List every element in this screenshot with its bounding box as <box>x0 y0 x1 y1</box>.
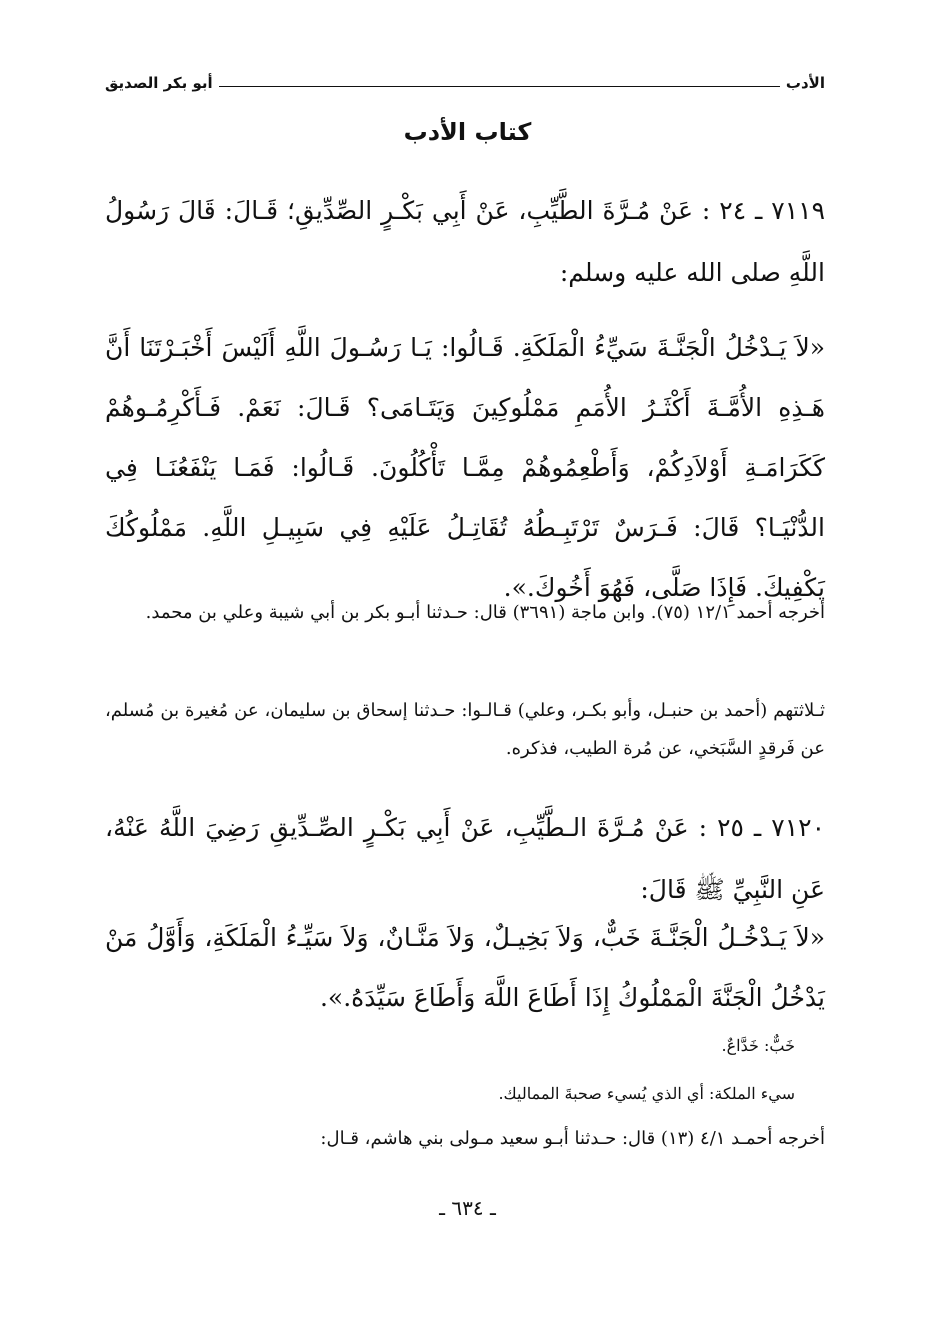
header-section: أبو بكر الصديق <box>105 74 213 92</box>
book-title: كتاب الأدب <box>403 118 532 146</box>
hadith-7119-isnad: ثـلاثتهم (أحمد بن حنبـل، وأبو بكـر، وعلي) قـالـوا: حـدثنا إسحاق بن سليمان، عن مُغيرة بن مُسلم، عن فَرقدٍ السَّبَخي، عن مُرة الطيب، فذكره. <box>105 700 825 759</box>
hadith-7119-heading: ٧١١٩ ـ ٢٤ : عَنْ مُـرَّةَ الطَّيِّبِ، عَنْ أَبِي بَكْـرٍ الصِّدِّيقِ؛ قَـالَ: قَالَ رَسُولُ اللَّهِ صلى الله عليه وسلم: <box>105 196 825 287</box>
hadith-7120-text: «لاَ يَـدْخُـلُ الْجَنَّـةَ خَبٌّ، وَلاَ بَخِيـلٌ، وَلاَ مَنَّـانٌ، وَلاَ سَيِّـءُ الْمَلَكَةِ، وَأَوَّلُ مَنْ يَدْخُلُ الْجَنَّةَ الْمَمْلُوكُ إِذَا أَطَاعَ اللَّهَ وَأَطَاعَ سَيِّدَهُ.». <box>105 923 825 1012</box>
running-header <box>105 62 825 92</box>
header-rule <box>219 86 780 87</box>
page-number: ـ ٦٣٤ ـ <box>439 1196 496 1220</box>
header-chapter: الأدب <box>785 74 825 92</box>
hadith-7119-takhrij: أخرجه أحمد ١٢/١ (٧٥). وابن ماجة (٣٦٩١) قال: حـدثنا أبـو بكر بن أبي شيبة وعلي بن محمد. <box>145 602 825 623</box>
gloss-malaka: سيء الملكة: أي الذي يُسيء صحبةَ المماليك. <box>498 1084 795 1103</box>
hadith-7120-heading: ٧١٢٠ ـ ٢٥ : عَنْ مُـرَّةَ الـطَّيِّبِ، عَنْ أَبِي بَكْـرٍ الصِّـدِّيقِ رَضِيَ اللَّهُ عَنْهُ، عَنِ النَّبِيِّ ﷺ قَالَ: <box>105 813 825 904</box>
gloss-khabb: خَبٌّ: خَدَّاعٌ. <box>721 1036 795 1055</box>
hadith-7120-takhrij: أخرجه أحمـد ٤/١ (١٣) قال: حـدثنا أبـو سعيد مـولى بني هاشم، قـال: <box>320 1128 825 1149</box>
hadith-7119-text: «لاَ يَـدْخُلُ الْجَنَّـةَ سَيِّءُ الْمَلَكَةِ. قَـالُوا: يَـا رَسُـولَ اللَّهِ أَلَيْسَ أَخْبَـرْتَنَا أَنَّ هَـذِهِ الأُمَّـةَ أَكْثَـرُ الأُمَمِ مَمْلُوكِينَ وَيَتَـامَى؟ قَـالَ: نَعَمْ. فَـأَكْرِمُـوهُمْ كَكَرَامَـةِ أَوْلاَدِكُمْ، وَأَطْعِمُوهُمْ مِمَّـا تَأْكُلُونَ. قَـالُوا: فَمَـا يَنْفَعُنَـا فِي الدُّنْيَـا؟ قَالَ: فَـرَسٌ تَرْتَبِـطُهُ تُقَاتِـلُ عَلَيْهِ فِي سَبِيـلِ اللَّهِ. مَمْلُوكُكَ يَكْفِيكَ. فَإِذَا صَلَّى، فَهُوَ أَخُوكَ.». <box>105 333 825 602</box>
